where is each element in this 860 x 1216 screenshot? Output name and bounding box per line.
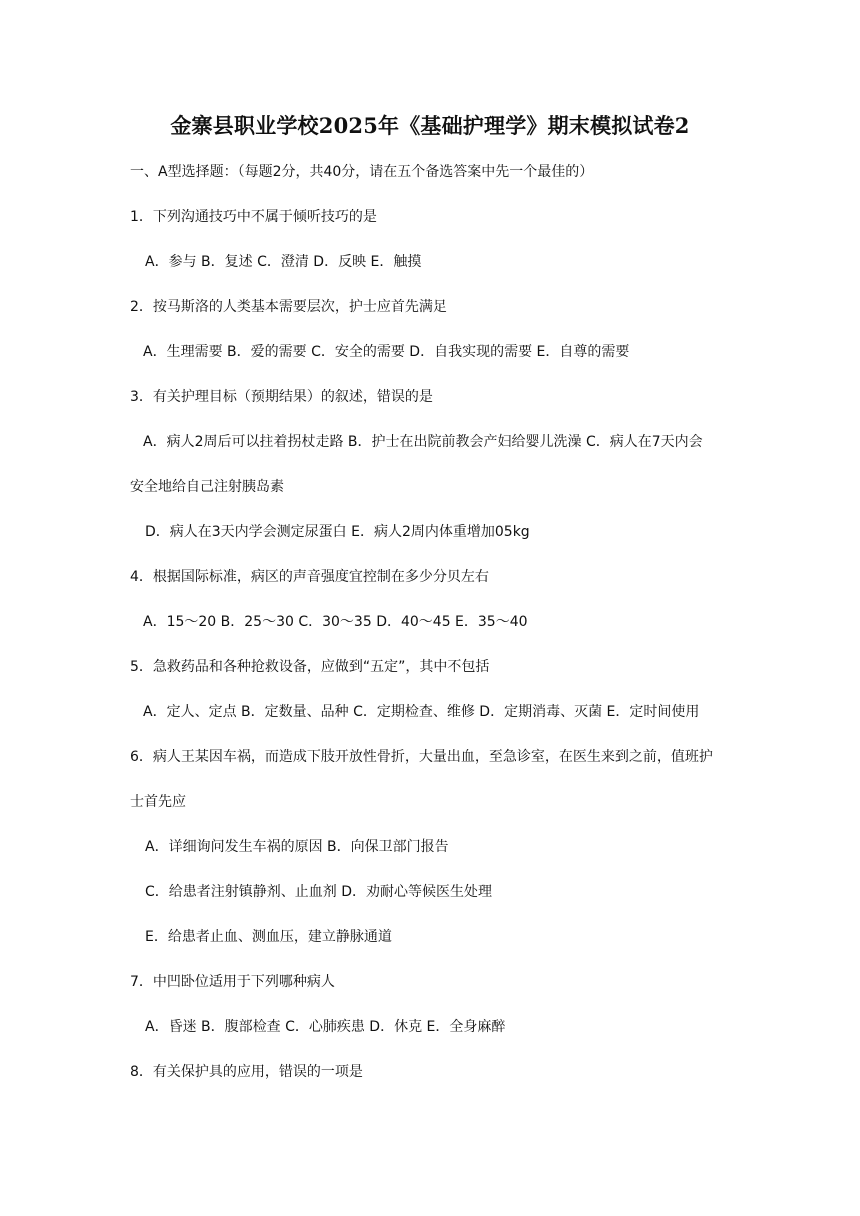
question-1: 1．下列沟通技巧中不属于倾听技巧的是 <box>130 209 377 225</box>
question-3-options-cont: 安全地给自己注射胰岛素 <box>130 479 284 495</box>
question-7-options: A．昏迷 B．腹部检查 C．心肺疾患 D．休克 E．全身麻醉 <box>145 1019 506 1035</box>
question-2-options: A．生理需要 B．爱的需要 C．安全的需要 D．自我实现的需要 E．自尊的需要 <box>143 344 630 360</box>
question-5: 5．急救药品和各种抢救设备，应做到“五定”，其中不包括 <box>130 659 490 675</box>
question-4-options: A．15～20 B．25～30 C．30～35 D．40～45 E．35～40 <box>143 614 528 630</box>
question-6-options-c-d: C．给患者注射镇静剂、止血剂 D．劝耐心等候医生处理 <box>145 884 493 900</box>
question-1-options: A．参与 B．复述 C．澄清 D．反映 E．触摸 <box>145 254 422 270</box>
question-6-options-a-b: A．详细询问发生车祸的原因 B．向保卫部门报告 <box>145 839 449 855</box>
question-3-options-d-e: D．病人在3天内学会测定尿蛋白 E．病人2周内体重增加05kg <box>145 524 530 540</box>
question-5-options: A．定人、定点 B．定数量、品种 C．定期检查、维修 D．定期消毒、灭菌 E．定时间使用 <box>143 704 700 720</box>
question-3-options: A．病人2周后可以拄着拐杖走路 B．护士在出院前教会产妇给婴儿洗澡 C．病人在7天内会 <box>143 434 703 450</box>
question-6-options-e: E．给患者止血、测血压，建立静脉通道 <box>145 929 392 945</box>
question-7: 7．中凹卧位适用于下列哪种病人 <box>130 974 335 990</box>
question-6-cont: 士首先应 <box>130 794 186 810</box>
page-title: 金寨县职业学校2025年《基础护理学》期末模拟试卷2 <box>170 113 690 138</box>
section-heading: 一、A型选择题：（每题2分，共40分，请在五个备选答案中先一个最佳的） <box>130 164 594 180</box>
question-4: 4．根据国际标准，病区的声音强度宜控制在多少分贝左右 <box>130 569 489 585</box>
question-2: 2．按马斯洛的人类基本需要层次，护士应首先满足 <box>130 299 447 315</box>
question-3: 3．有关护理目标（预期结果）的叙述，错误的是 <box>130 389 433 405</box>
question-6: 6．病人王某因车祸，而造成下肢开放性骨折，大量出血，至急诊室，在医生来到之前，值班护 <box>130 749 713 765</box>
question-8: 8．有关保护具的应用，错误的一项是 <box>130 1064 363 1080</box>
